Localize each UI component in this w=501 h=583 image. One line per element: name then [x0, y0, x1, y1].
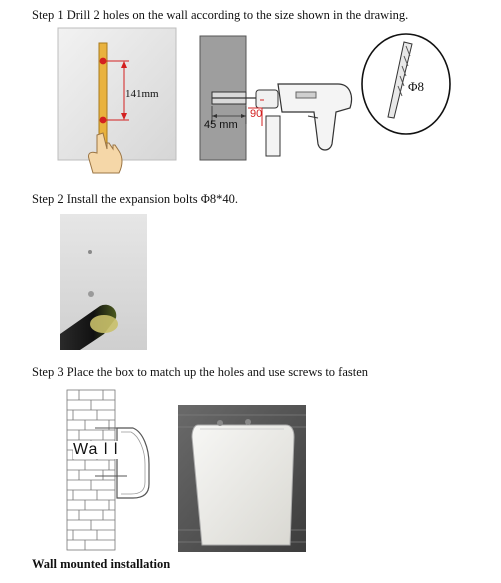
brick-wall-figure — [65, 388, 155, 553]
installed-box-photo — [178, 405, 306, 552]
top-hole-mark — [100, 58, 107, 65]
expansion-bolt-photo — [60, 214, 147, 350]
angle-label: 90 — [250, 108, 263, 120]
box-body — [192, 425, 294, 545]
step1-instruction: Step 1 Drill 2 holes on the wall according to the size shown in the drawing. — [32, 8, 409, 22]
bottom-hole-mark — [100, 117, 107, 124]
step3-instruction: Step 3 Place the box to match up the holes and use screws to fasten — [32, 365, 369, 379]
caption: Wall mounted installation — [32, 557, 171, 571]
dimension-label: 141mm — [125, 88, 159, 100]
step2-instruction: Step 2 Install the expansion bolts Φ8*40. — [32, 192, 238, 206]
wall-label: Wa l l — [73, 441, 119, 458]
depth-label: 45 mm — [204, 119, 238, 131]
drill-bit-figure — [360, 32, 452, 136]
drill-figure — [198, 34, 358, 164]
wall-ruler-figure — [57, 27, 177, 177]
bit-diameter-label: Φ8 — [408, 79, 425, 94]
